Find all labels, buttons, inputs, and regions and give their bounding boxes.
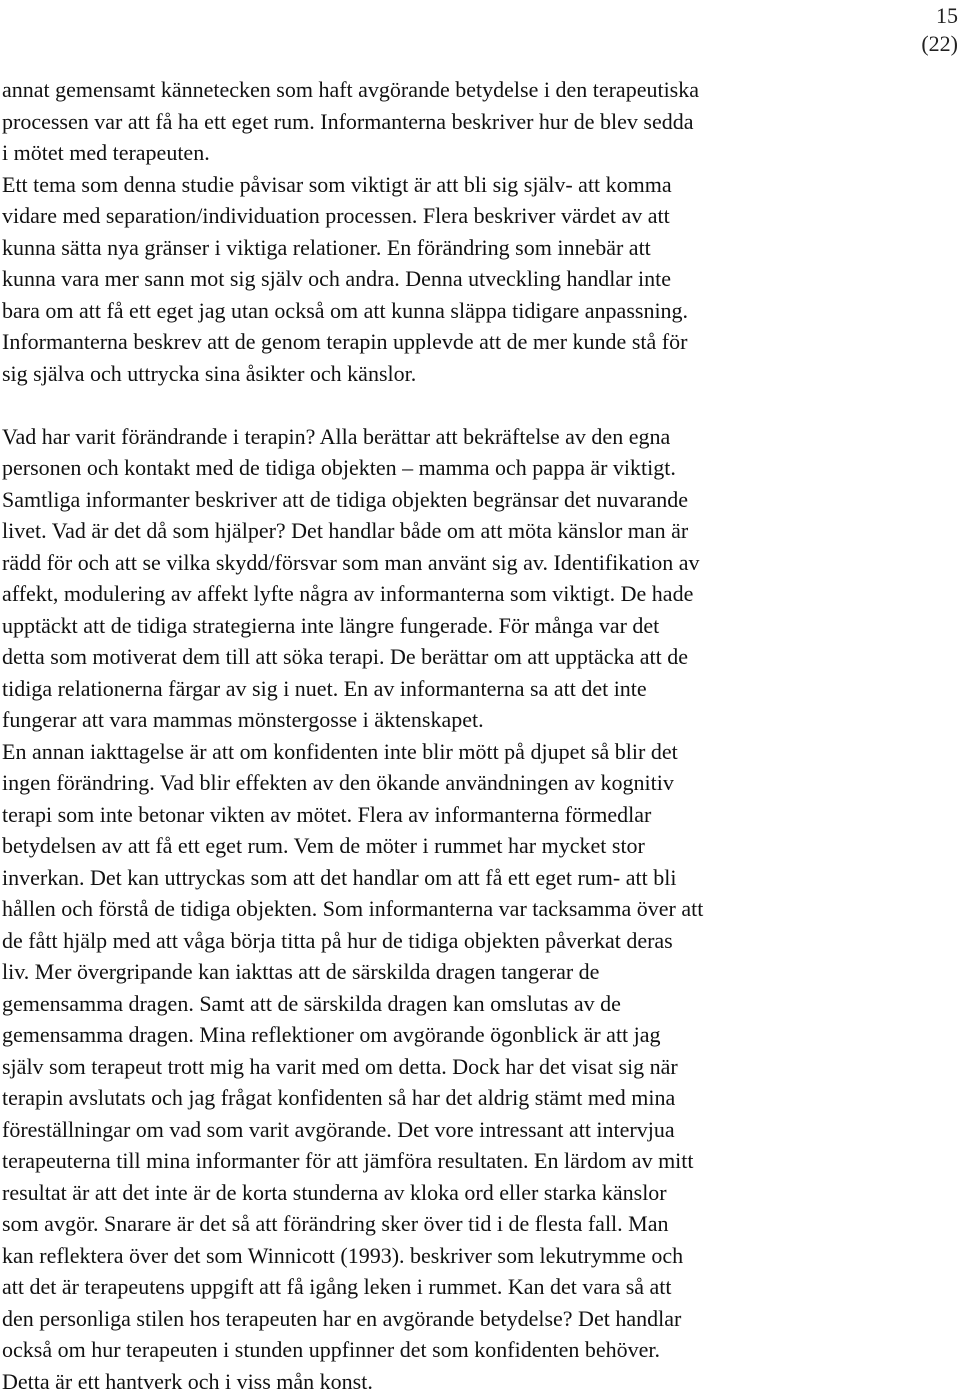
text-line: liv. Mer övergripande kan iakttas att de särskilda dragen tangerar de <box>2 956 902 988</box>
text-line: de fått hjälp med att våga börja titta på hur de tidiga objekten påverkat deras <box>2 925 902 957</box>
page-number <box>921 2 958 58</box>
text-line: livet. Vad är det då som hjälper? Det handlar både om att möta känslor man är <box>2 515 902 547</box>
text-line: tidiga relationerna färgar av sig i nuet. En av informanterna sa att det inte <box>2 673 902 705</box>
text-line: upptäckt att de tidiga strategierna inte längre fungerade. För många var det <box>2 610 902 642</box>
text-line: själv som terapeut trott mig ha varit med om detta. Dock har det visat sig när <box>2 1051 902 1083</box>
text-line: processen var att få ha ett eget rum. Informanterna beskriver hur de blev sedda <box>2 106 902 138</box>
text-line: föreställningar om vad som varit avgörande. Det vore intressant att intervjua <box>2 1114 902 1146</box>
text-line: terapi som inte betonar vikten av mötet. Flera av informanterna förmedlar <box>2 799 902 831</box>
text-line: annat gemensamt kännetecken som haft avgörande betydelse i den terapeutiska <box>2 74 902 106</box>
text-line: En annan iakttagelse är att om konfidenten inte blir mött på djupet så blir det <box>2 736 902 768</box>
text-line: Detta är ett hantverk och i viss mån konst. <box>2 1366 902 1397</box>
text-line: som avgör. Snarare är det så att förändring sker över tid i de flesta fall. Man <box>2 1208 902 1240</box>
document-body <box>2 74 902 1397</box>
paragraph-1 <box>2 74 902 389</box>
text-line: kunna sätta nya gränser i viktiga relationer. En förändring som innebär att <box>2 232 902 264</box>
text-line: Samtliga informanter beskriver att de tidiga objekten begränsar det nuvarande <box>2 484 902 516</box>
text-line: den personliga stilen hos terapeuten har en avgörande betydelse? Det handlar <box>2 1303 902 1335</box>
text-line: personen och kontakt med de tidiga objekten – mamma och pappa är viktigt. <box>2 452 902 484</box>
text-line: kan reflektera över det som Winnicott (1993). beskriver som lekutrymme och <box>2 1240 902 1272</box>
text-line: inverkan. Det kan uttryckas som att det handlar om att få ett eget rum- att bli <box>2 862 902 894</box>
text-line: Informanterna beskrev att de genom terapin upplevde att de mer kunde stå för <box>2 326 902 358</box>
text-line: terapin avslutats och jag frågat konfidenten så har det aldrig stämt med mina <box>2 1082 902 1114</box>
page-number-current: 15 <box>921 2 958 30</box>
paragraph-spacer <box>2 389 902 421</box>
text-line: hållen och förstå de tidiga objekten. Som informanterna var tacksamma över att <box>2 893 902 925</box>
text-line: betydelsen av att få ett eget rum. Vem de möter i rummet har mycket stor <box>2 830 902 862</box>
paragraph-2 <box>2 421 902 1397</box>
text-line: ingen förändring. Vad blir effekten av den ökande användningen av kognitiv <box>2 767 902 799</box>
text-line: terapeuterna till mina informanter för att jämföra resultaten. En lärdom av mitt <box>2 1145 902 1177</box>
text-line: i mötet med terapeuten. <box>2 137 902 169</box>
text-line: fungerar att vara mammas mönstergosse i äktenskapet. <box>2 704 902 736</box>
text-line: kunna vara mer sann mot sig själv och andra. Denna utveckling handlar inte <box>2 263 902 295</box>
text-line: också om hur terapeuten i stunden uppfinner det som konfidenten behöver. <box>2 1334 902 1366</box>
text-line: rädd för och att se vilka skydd/försvar som man använt sig av. Identifikation av <box>2 547 902 579</box>
text-line: bara om att få ett eget jag utan också om att kunna släppa tidigare anpassning. <box>2 295 902 327</box>
text-line: vidare med separation/individuation processen. Flera beskriver värdet av att <box>2 200 902 232</box>
text-line: Ett tema som denna studie påvisar som viktigt är att bli sig själv- att komma <box>2 169 902 201</box>
text-line: Vad har varit förändrande i terapin? Alla berättar att bekräftelse av den egna <box>2 421 902 453</box>
text-line: gemensamma dragen. Mina reflektioner om avgörande ögonblick är att jag <box>2 1019 902 1051</box>
text-line: resultat är att det inte är de korta stunderna av kloka ord eller starka känslor <box>2 1177 902 1209</box>
text-line: detta som motiverat dem till att söka terapi. De berättar om att upptäcka att de <box>2 641 902 673</box>
text-line: sig själva och uttrycka sina åsikter och känslor. <box>2 358 902 390</box>
text-line: gemensamma dragen. Samt att de särskilda dragen kan omslutas av de <box>2 988 902 1020</box>
text-line: att det är terapeutens uppgift att få igång leken i rummet. Kan det vara så att <box>2 1271 902 1303</box>
text-line: affekt, modulering av affekt lyfte några av informanterna som viktigt. De hade <box>2 578 902 610</box>
page-number-total: (22) <box>921 30 958 58</box>
